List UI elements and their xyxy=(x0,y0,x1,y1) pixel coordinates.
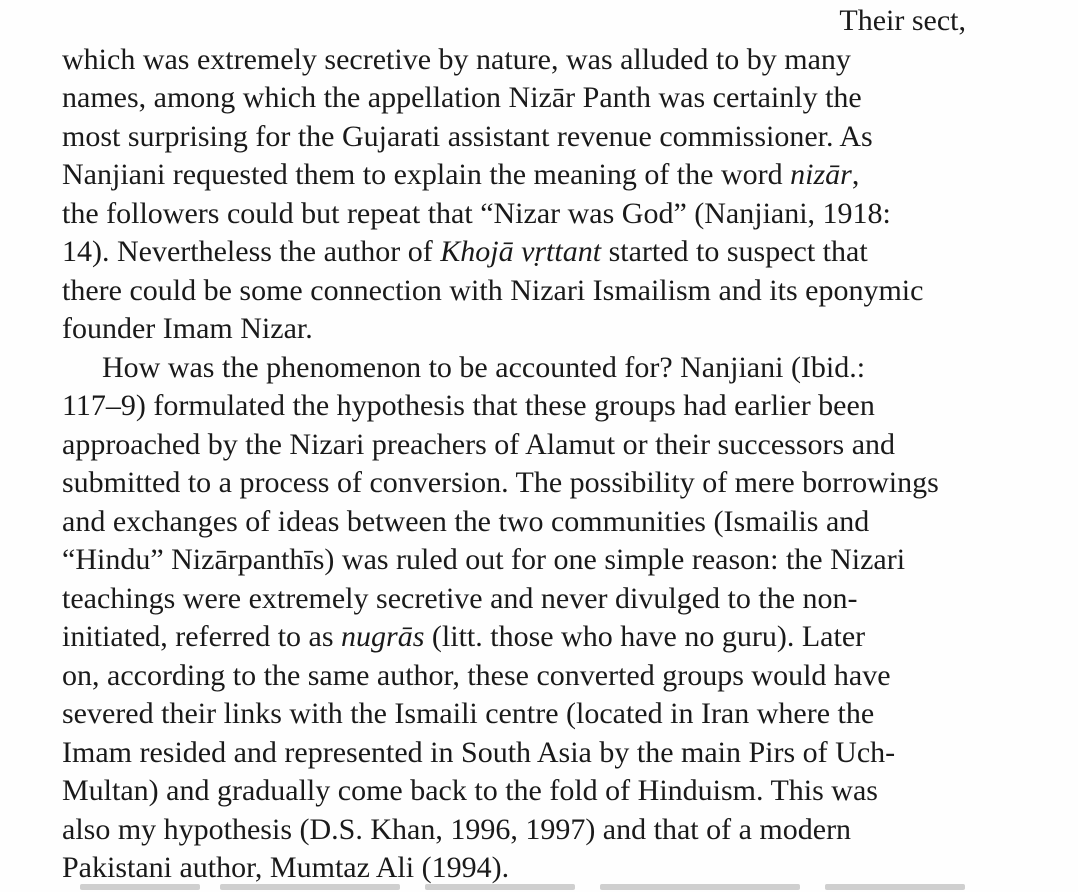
text-line: Multan) and gradually come back to the fold of Hinduism. This was xyxy=(62,774,878,807)
text-line: most surprising for the Gujarati assistant revenue commissioner. As xyxy=(62,119,873,153)
text-line: Their sect, xyxy=(839,4,966,37)
text-line: and exchanges of ideas between the two communities (Ismailis and xyxy=(62,504,870,538)
text-line xyxy=(62,156,1012,195)
text-line: also my hypothesis (D.S. Khan, 1996, 1997) and that of a modern xyxy=(62,812,852,846)
text-run: , xyxy=(851,158,860,191)
text-line: Imam resided and represented in South Asia by the main Pirs of Uch- xyxy=(62,735,896,769)
text-line: 117–9) formulated the hypothesis that these groups had earlier been xyxy=(62,389,875,422)
text-run: started to suspect that xyxy=(601,235,868,268)
cut-off-fragment xyxy=(825,884,965,890)
text-line: submitted to a process of conversion. The possibility of mere borrowings xyxy=(62,466,939,499)
cut-off-fragment xyxy=(80,884,200,890)
text-line: founder Imam Nizar. xyxy=(62,312,313,345)
text-line xyxy=(62,618,1012,657)
text-line: approached by the Nizari preachers of Alamut or their successors and xyxy=(62,427,896,461)
body-text xyxy=(62,2,1012,888)
text-line: there could be some connection with Nizari Ismailism and its eponymic xyxy=(62,273,924,307)
text-line: How was the phenomenon to be accounted for? Nanjiani (Ibid.: xyxy=(102,350,866,384)
cut-off-fragment xyxy=(425,884,575,890)
paragraph-1 xyxy=(62,2,1012,349)
text-run: Nanjiani requested them to explain the meaning of the word xyxy=(62,158,791,191)
text-run: 14). Nevertheless the author of xyxy=(62,235,441,268)
cut-off-fragment xyxy=(600,884,800,890)
paragraph-2 xyxy=(62,349,1012,888)
text-line: which was extremely secretive by nature, was alluded to by many xyxy=(62,42,851,76)
text-run: (litt. those who have no guru). Later xyxy=(424,620,866,653)
text-line: on, according to the same author, these converted groups would have xyxy=(62,658,891,692)
italic-term: nizār xyxy=(790,158,852,191)
text-line: names, among which the appellation Nizār Panth was certainly the xyxy=(62,81,862,114)
text-line: “Hindu” Nizārpanthīs) was ruled out for one simple reason: the Nizari xyxy=(62,543,906,576)
italic-title: Khojā vṛttant xyxy=(440,235,602,268)
text-line xyxy=(62,233,1012,272)
text-line: severed their links with the Ismaili centre (located in Iran where the xyxy=(62,697,875,730)
italic-term: nugrās xyxy=(341,620,425,653)
cut-off-fragment xyxy=(220,884,400,890)
text-run: initiated, referred to as xyxy=(62,620,342,653)
text-line: the followers could but repeat that “Nizar was God” (Nanjiani, 1918: xyxy=(62,196,891,230)
text-line: teachings were extremely secretive and never divulged to the non- xyxy=(62,581,858,615)
text-line: Pakistani author, Mumtaz Ali (1994). xyxy=(62,851,510,884)
